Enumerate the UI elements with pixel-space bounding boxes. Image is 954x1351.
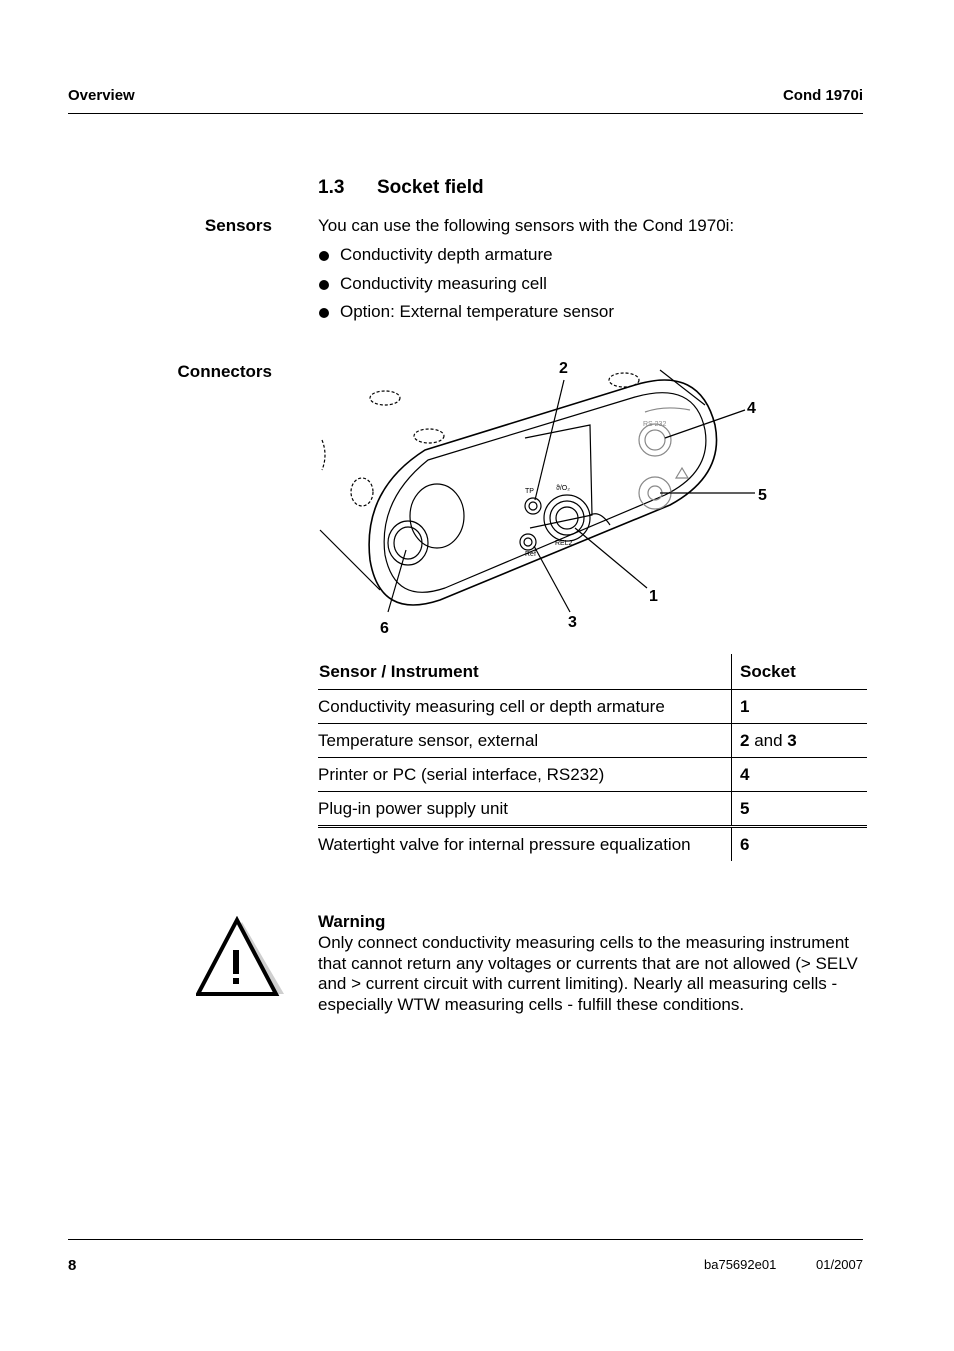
table-header-socket: Socket xyxy=(732,654,868,690)
device-label-tp: TP xyxy=(525,488,534,495)
section-number: 1.3 xyxy=(318,177,345,198)
table-header-sensor: Sensor / Instrument xyxy=(319,661,479,681)
table-row: Plug-in power supply unit 5 xyxy=(318,792,867,827)
list-item: Conductivity measuring cell xyxy=(318,274,614,303)
callout-1: 1 xyxy=(649,588,658,605)
socket-field-diagram xyxy=(300,350,800,650)
bullet-icon xyxy=(319,251,329,261)
header-left: Overview xyxy=(68,87,135,104)
bullet-icon xyxy=(319,308,329,318)
footer-rule xyxy=(68,1239,863,1240)
table-row: Printer or PC (serial interface, RS232) 4 xyxy=(318,758,867,792)
socket-table xyxy=(318,654,867,861)
warning-title: Warning xyxy=(318,912,386,931)
warning-icon xyxy=(196,916,286,998)
callout-5: 5 xyxy=(758,487,767,504)
callout-6: 6 xyxy=(380,620,389,637)
list-item: Option: External temperature sensor xyxy=(318,302,614,331)
device-label-rel: REL2 xyxy=(555,540,573,547)
sensors-label: Sensors xyxy=(204,216,272,235)
warning-text: Only connect conductivity measuring cells to the measuring instrument that cannot return any voltages or currents that are not allowed (> SELV and > current circuit with current limiting). Nearly all measuring cells - especially WTW measuring cells - fulfill these conditions. xyxy=(318,933,858,1015)
table-row: Conductivity measuring cell or depth armature 1 xyxy=(318,690,867,724)
header-right: Cond 1970i xyxy=(782,87,863,104)
callout-4: 4 xyxy=(747,400,756,417)
table-row: Temperature sensor, external 2 and 3 xyxy=(318,724,867,758)
connectors-label: Connectors xyxy=(177,362,272,381)
device-label-rs: RS 232 xyxy=(643,421,667,428)
table-row: Watertight valve for internal pressure equalization 6 xyxy=(318,827,867,862)
sensors-list xyxy=(318,245,614,331)
bullet-icon xyxy=(319,280,329,290)
page-number: 8 xyxy=(68,1257,77,1274)
section-heading xyxy=(318,177,484,199)
section-title: Socket field xyxy=(376,177,484,198)
header-rule xyxy=(68,113,863,114)
doc-date: 01/2007 xyxy=(816,1257,863,1272)
table-header-row xyxy=(318,654,867,690)
sensors-intro: You can use the following sensors with the Cond 1970i: xyxy=(318,216,735,235)
callout-2: 2 xyxy=(559,360,568,377)
list-item: Conductivity depth armature xyxy=(318,245,614,274)
device-label-main: ϑ/O₂ xyxy=(556,485,570,492)
callout-3: 3 xyxy=(568,614,577,631)
doc-number: ba75692e01 xyxy=(704,1257,777,1272)
device-label-ref: Ref xyxy=(525,551,536,558)
